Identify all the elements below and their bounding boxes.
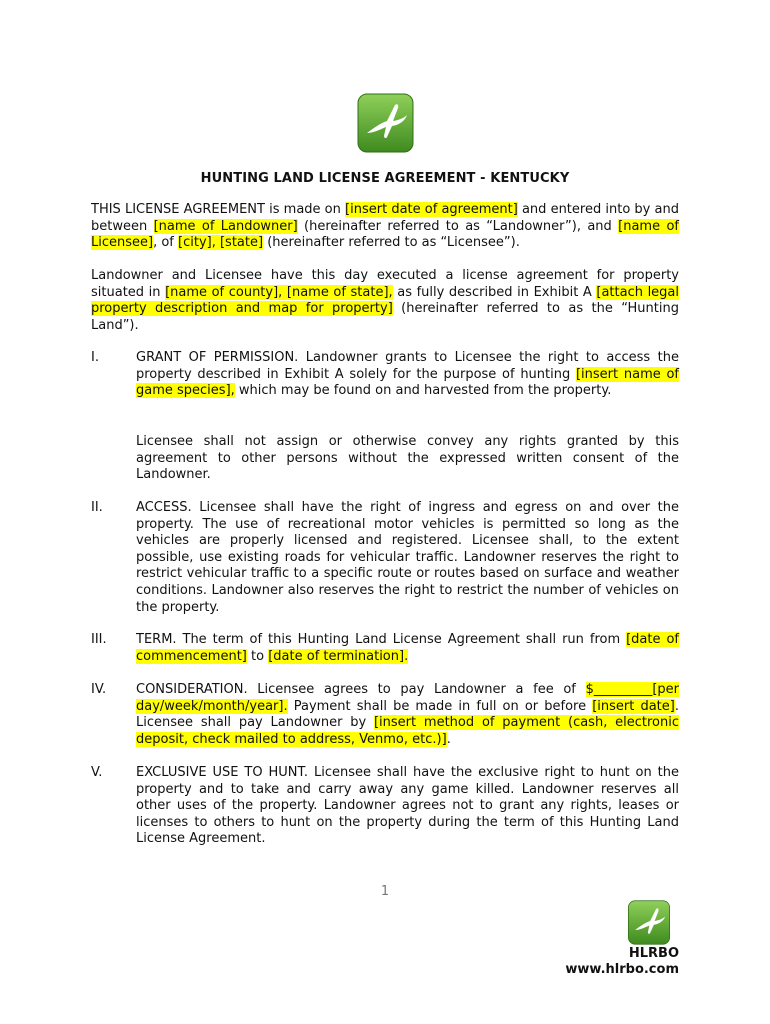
section-number: V.: [91, 765, 103, 780]
hlrbo-logo-icon: [357, 93, 414, 153]
intro-paragraph: THIS LICENSE AGREEMENT is made on [insert date of agreement] and entered into by and between [name of Landowner] (hereinafter referred to as “Landowner”), and [name of Licensee], of [city], [state] (hereinafter referred to as “Licensee”).: [91, 202, 679, 251]
page-number: 1: [380, 884, 390, 899]
section-number: III.: [91, 632, 107, 647]
footer-brand: HLRBO: [628, 946, 679, 961]
document-title: HUNTING LAND LICENSE AGREEMENT - KENTUCKY: [200, 171, 570, 186]
section-number: I.: [91, 350, 99, 365]
section-term: TERM. The term of this Hunting Land License Agreement shall run from [date of commencement] to [date of termination].: [136, 632, 679, 664]
property-paragraph: Landowner and Licensee have this day executed a license agreement for property situated in [name of county], [name of state], as fully described in Exhibit A [attach legal property description and map for property] (hereinafter referred to as the “Hunting Land”).: [91, 268, 680, 333]
section-exclusive-use: EXCLUSIVE USE TO HUNT. Licensee shall have the exclusive right to hunt on the property and to take and carry away any game killed. Landowner reserves all other uses of the property. Landowner agrees not to grant any rights, leases or licenses to others to hunt on the property during the term of this Hunting Land License Agreement.: [136, 765, 679, 847]
section-number: IV.: [91, 682, 107, 697]
section-grant-of-permission: GRANT OF PERMISSION. Landowner grants to Licensee the right to access the property described in Exhibit A solely for the purpose of hunting [insert name of game species], which may be found on and harvested from the property.: [136, 350, 679, 399]
section-consideration: CONSIDERATION. Licensee agrees to pay Landowner a fee of $_________[per day/week/month/year]. Payment shall be made in full on or before [insert date]. Licensee shall pay Landowner by [insert method of payment (cash, electronic deposit, check mailed to address, Venmo, etc.)].: [136, 682, 679, 747]
hlrbo-footer-logo-icon: [627, 900, 671, 945]
section-assignment-paragraph: Licensee shall not assign or otherwise convey any rights granted by this agreement to other persons without the expressed written consent of the Landowner.: [136, 434, 679, 483]
section-number: II.: [91, 500, 103, 515]
section-access: ACCESS. Licensee shall have the right of ingress and egress on and over the property. The use of recreational motor vehicles is permitted so long as the vehicles are properly licensed and registered. Licensee shall, to the extent possible, use existing roads for vehicular traffic. Landowner reserves the right to restrict vehicular traffic to a specific route or routes based on surface and weather conditions. Landowner also reserves the right to restrict the number of vehicles on the property.: [136, 500, 679, 615]
footer-url[interactable]: www.hlrbo.com: [565, 962, 679, 977]
